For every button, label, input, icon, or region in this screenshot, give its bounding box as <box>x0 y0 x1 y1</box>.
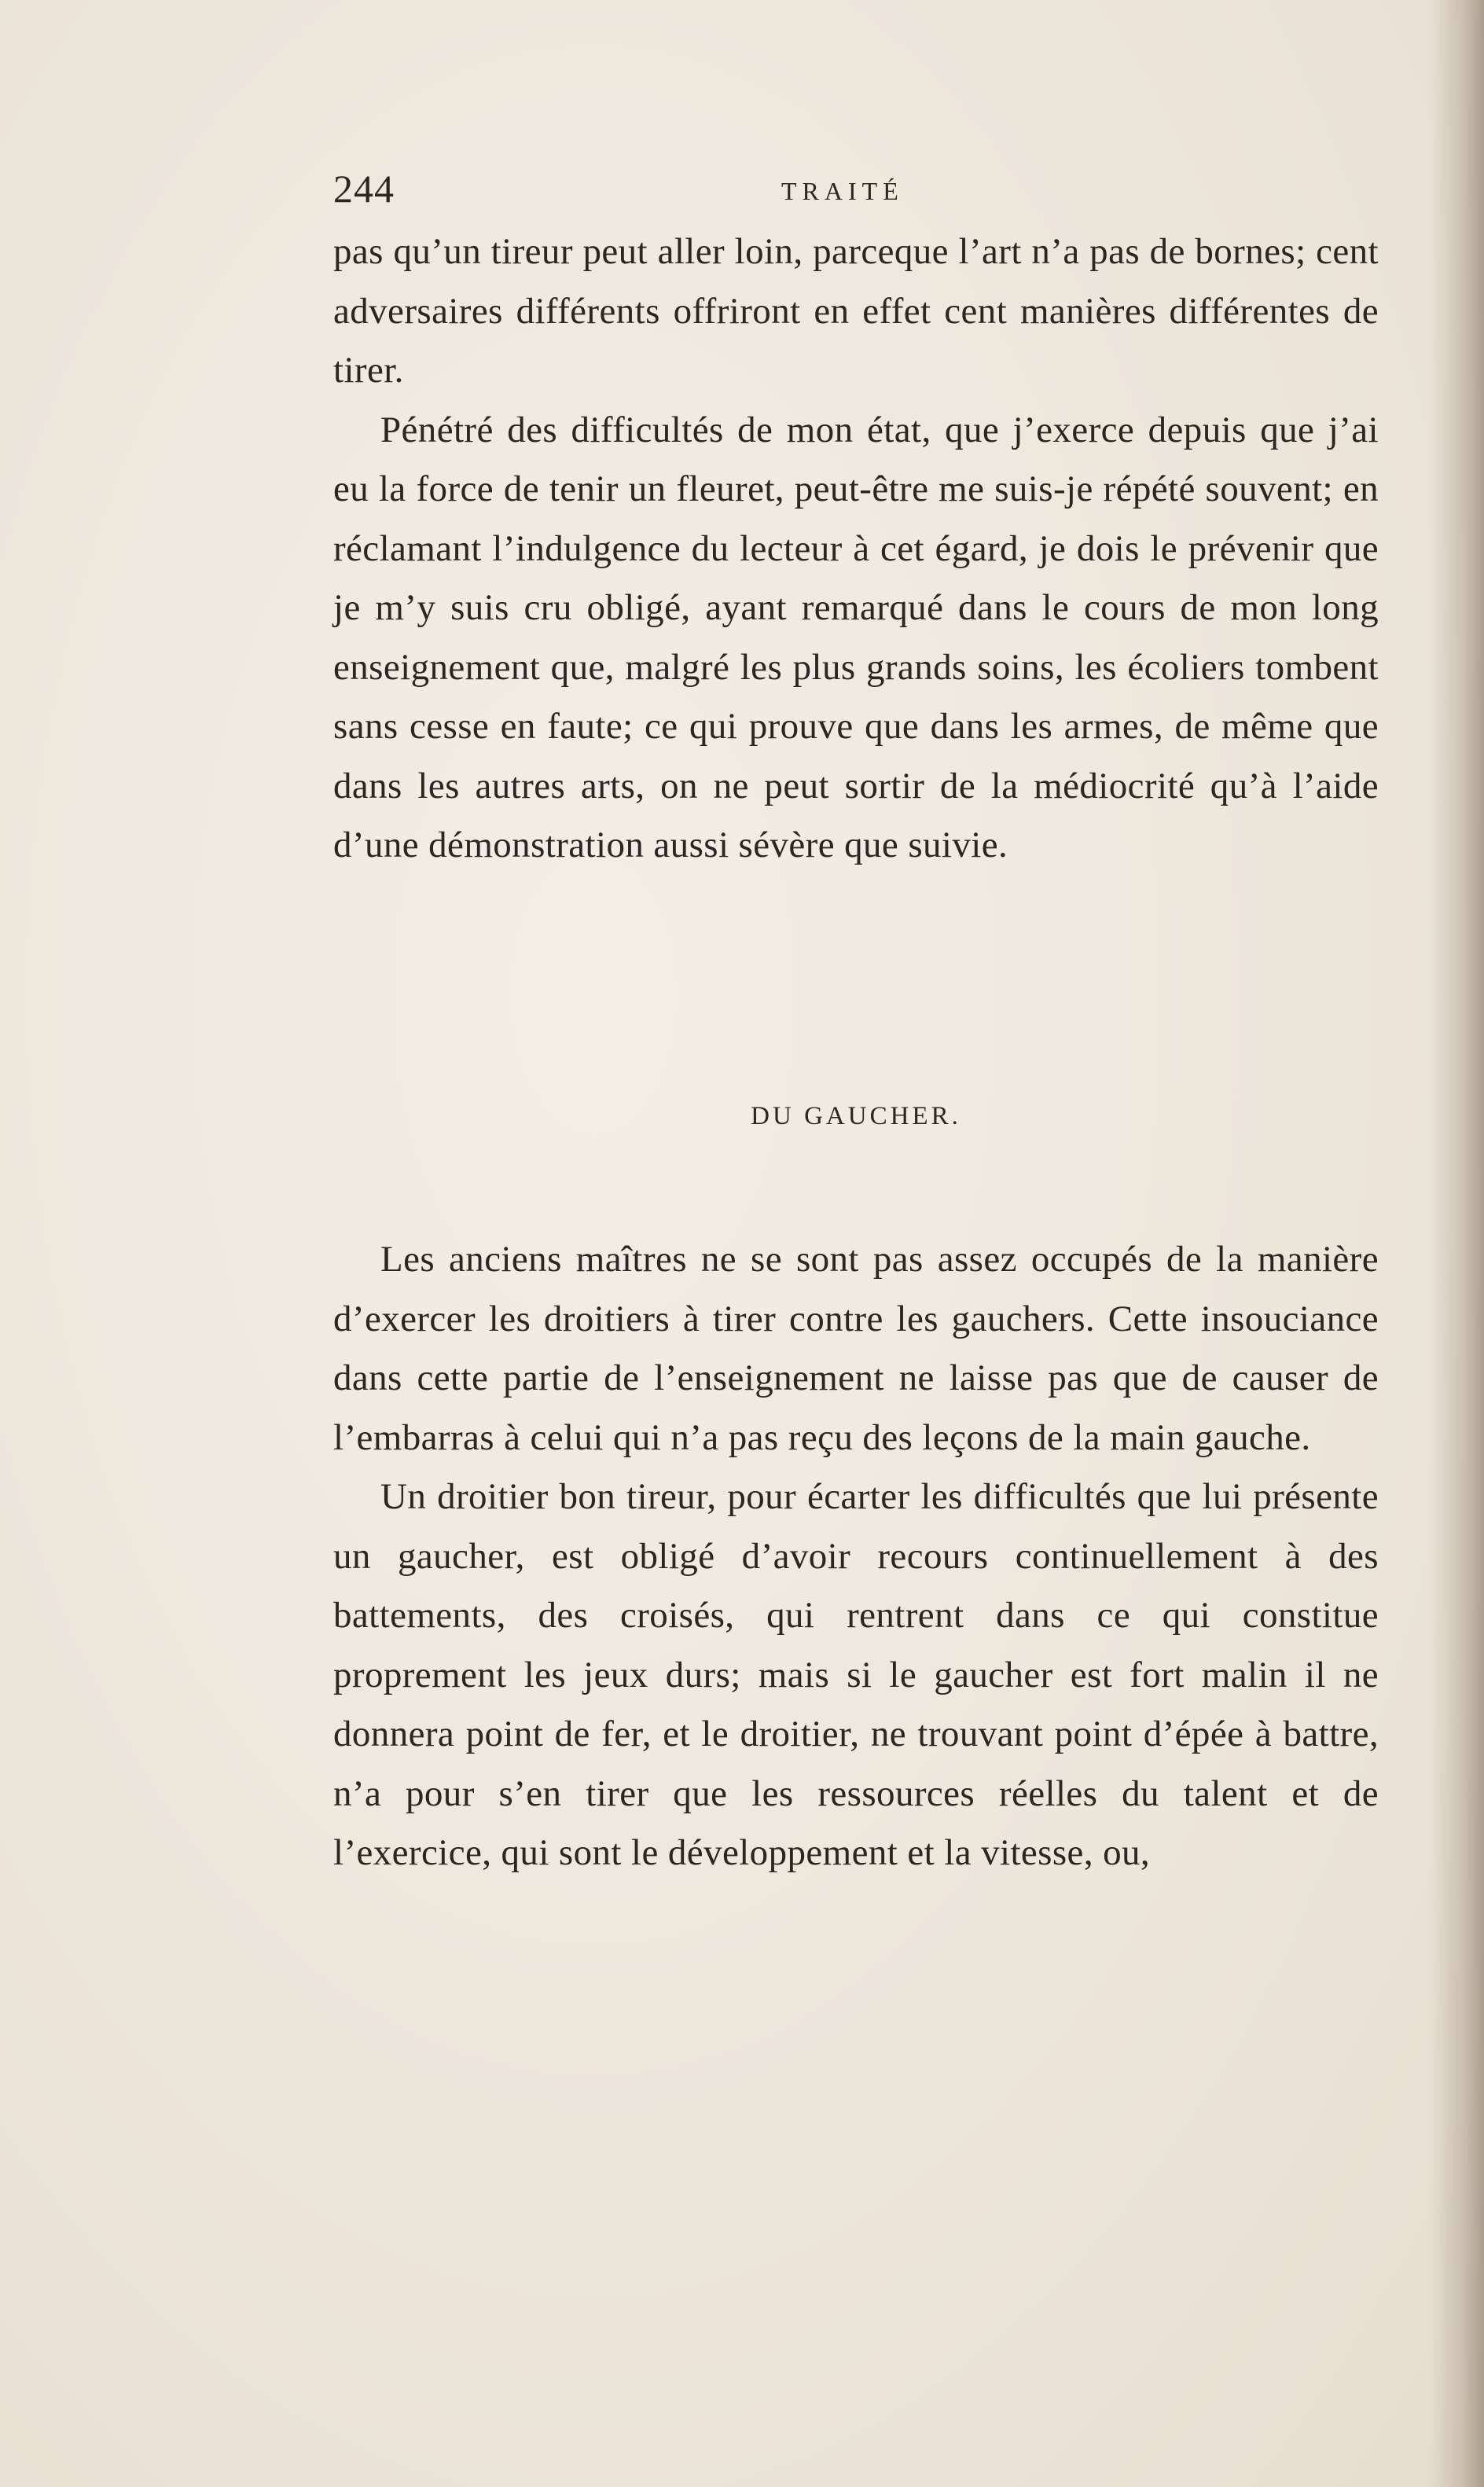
paragraph: Pénétré des difficultés de mon état, que j’exerce depuis que j’ai eu la force de tenir un fleuret, peut-être me suis-je répété souvent; en réclamant l’indulgence du lecteur à cet égard, je dois le prévenir que je m’y suis cru obligé, ayant remarqué dans le cours de mon long enseignement que, malgré les plus grands soins, les écoliers tombent sans cesse en faute; ce qui prouve que dans les armes, de même que dans les autres arts, on ne peut sortir de la médiocrité qu’à l’aide d’une démonstration aussi sévère que suivie. <box>333 409 1379 865</box>
binding-shadow <box>1429 0 1484 2487</box>
paragraph-continuation: pas qu’un tireur peut aller loin, parceque l’art n’a pas de bornes; cent adversaires différents offriront en effet cent manières différentes de tirer. <box>333 231 1379 391</box>
page-header <box>333 161 1418 216</box>
text-block-bottom <box>333 1230 1379 1883</box>
section-heading: DU GAUCHER. <box>751 1102 961 1130</box>
paragraph: Un droitier bon tireur, pour écarter les difficultés que lui présente un gaucher, est obligé d’avoir recours continuellement à des battements, des croisés, qui rentrent dans ce qui constitue proprement les jeux durs; mais si le gaucher est fort malin il ne donnera point de fer, et le droitier, ne trouvant point d’épée à battre, n’a pour s’en tirer que les ressources réelles du talent et de l’exercice, qui sont le développement et la vitesse, ou, <box>333 1476 1379 1873</box>
running-head: TRAITÉ <box>781 177 904 205</box>
page-number: 244 <box>333 167 395 211</box>
paragraph: Les anciens maîtres ne se sont pas assez occupés de la manière d’exercer les droitiers à tirer contre les gauchers. Cette insouciance dans cette partie de l’enseignement ne laisse pas que de causer de l’embarras à celui qui n’a pas reçu des leçons de la main gauche. <box>333 1239 1379 1458</box>
text-block-top <box>333 222 1379 876</box>
